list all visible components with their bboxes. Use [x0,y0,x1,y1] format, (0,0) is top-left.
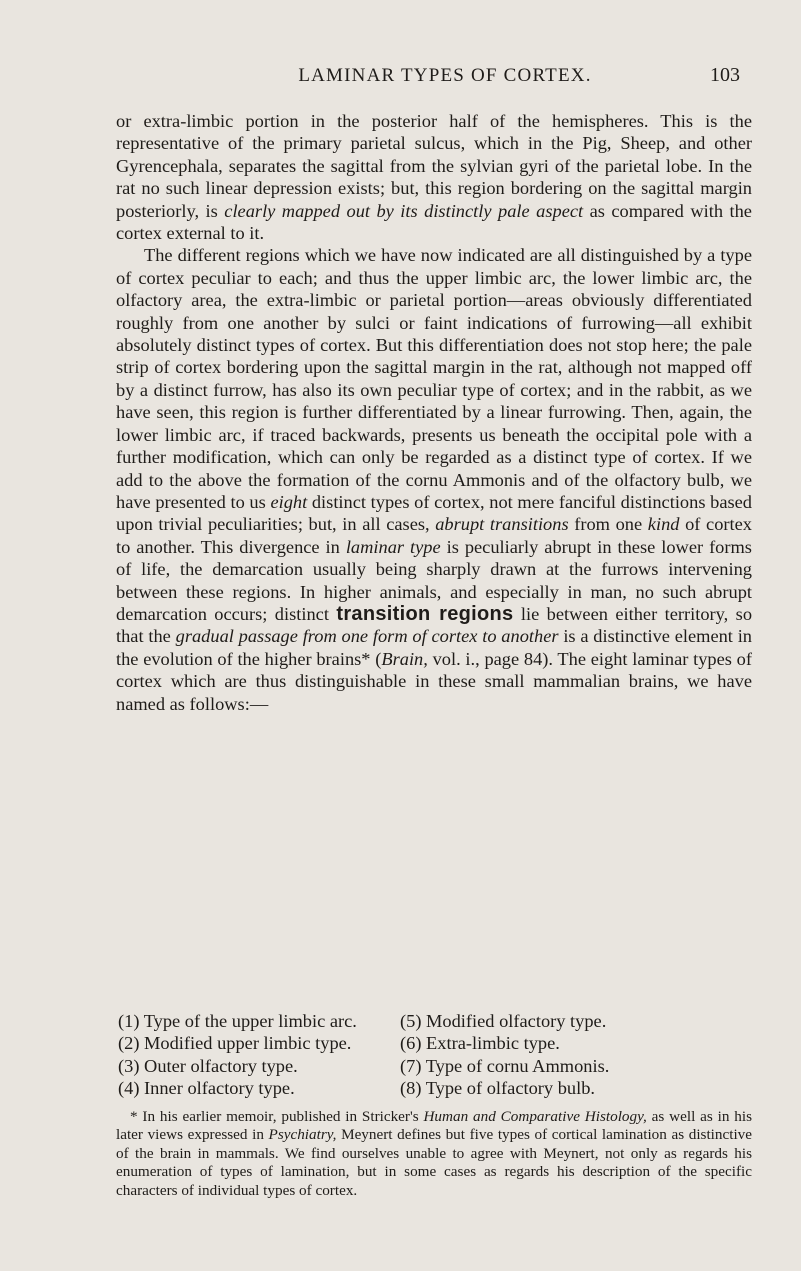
italic-run: gradual passage from one form of cortex to another [175,626,559,647]
page-number: 103 [710,64,740,86]
text-run: distinct types of cortex, not mere fanciful distinctions based upon trivial peculiarities; but, in all cases, [116,491,752,535]
body-text [116,110,752,715]
footnote [116,1108,752,1200]
italic-run: kind [647,514,680,535]
text-run: is peculiarly abrupt in these lower forms of life, the demarcation usually being sharply drawn at the furrows intervening between these regions. In higher animals, and especially in man, no such abrupt demarcation occurs; distinct [116,536,752,624]
text-run: * In his earlier memoir, published in Stricker's [130,1108,424,1125]
italic-run: laminar type [345,536,441,557]
footnote-text [116,1108,752,1200]
page-header [140,64,740,87]
types-column-left [118,1010,388,1100]
italic-run: abrupt transitions [435,514,569,535]
text-run: is a distinctive element in the evolution of the higher brains* ( [116,626,753,669]
text-run: The different regions which we have now indicated are all distinguished by a type of cortex peculiar to each; and thus the upper limbic arc, the lower limbic arc, the olfactory area, the extra-limbic or parietal portion—areas obviously differentiated roughly from one another by sulci or faint indications of furrowing—all exhibit absolutely distinct types of cortex. But this differentiation does not stop here; the pale strip of cortex bordering upon the sagittal margin in the rat, although not mapped off by a distinct furrow, has also its own peculiar type of cortex; and in the rabbit, as we have seen, this region is further differentiated by a linear furrowing. Then, again, the lower limbic arc, if traced backwards, presents us beneath the occipital pole with a further modification, which can only be regarded as a distinct type of cortex. If we add to the above the formation of the cornu Ammonis and of the olfactory bulb, we have presented to us [116,245,752,512]
types-column-right [388,1010,730,1100]
paragraph-1 [116,110,752,244]
text-run: vol. i., page 84). The eight laminar types of cortex which are thus distinguishable in these small mammalian brains, we have named as follows:— [116,648,752,714]
italic-run: eight [270,491,308,512]
running-head: LAMINAR TYPES OF CORTEX. [298,65,592,86]
type-item: (4) Inner olfactory type. [118,1078,295,1099]
cortex-types-list [118,1010,758,1100]
italic-run: Human and Comparative Histology, [423,1108,647,1125]
type-item: (6) Extra-limbic type. [400,1033,560,1054]
type-item: (3) Outer olfactory type. [118,1055,298,1076]
text-run: as compared with the cortex external to it. [116,200,752,244]
type-item: (1) Type of the upper limbic arc. [118,1011,357,1031]
emphasis-run: transition regions [336,602,514,625]
italic-run: clearly mapped out by its distinctly pale aspect [224,200,584,221]
type-item: (8) Type of olfactory bulb. [400,1078,595,1099]
text-run: Meynert defines but five types of cortical lamination as distinctive of the brain in mammals. We find ourselves unable to agree with Meynert, not only as regards his enumeration of types of lamination, but in some cases as regards his description of the specific characters of individual types of cortex. [116,1126,752,1199]
italic-run: Psychiatry, [268,1126,337,1144]
text-run: from one [568,514,648,535]
type-item: (2) Modified upper limbic type. [118,1033,352,1054]
italic-run: Brain, [381,648,428,669]
paragraph-2 [116,244,752,715]
type-item: (7) Type of cornu Ammonis. [400,1055,610,1076]
text-run: of cortex to another. This divergence in [116,514,752,557]
text-run: lie between either territory, so that the [116,603,753,647]
text-run: as well as in his later views expressed in [116,1108,752,1144]
text-run: or extra-limbic portion in the posterior half of the hemispheres. This is the representative of the primary parietal sulcus, which in the Pig, Sheep, and other Gyrencephala, separates the sagittal from the sylvian gyri of the parietal lobe. In the rat no such linear depression exists; but, this region bordering on the sagittal margin posteriorly, is [116,111,752,221]
type-item: (5) Modified olfactory type. [400,1011,607,1031]
